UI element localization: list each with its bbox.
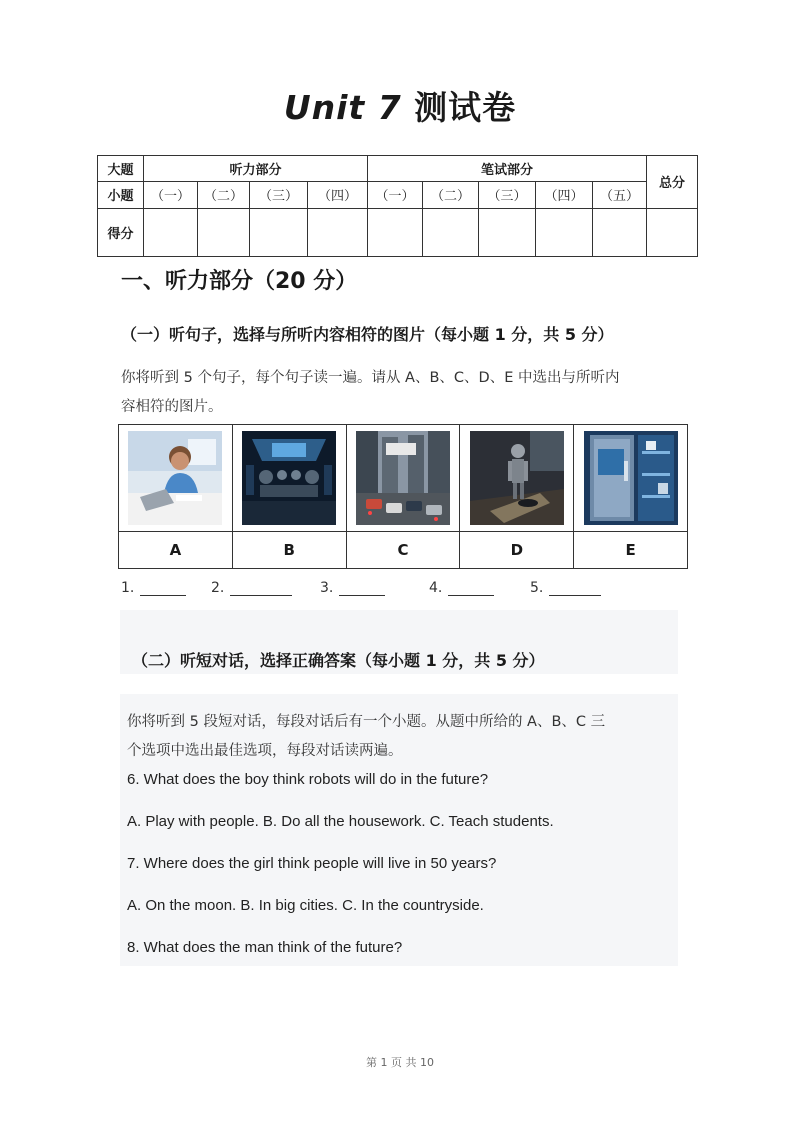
part1-instruction-line: 你将听到 5 个句子，每个句子读一遍。请从 A、B、C、D、E 中选出与所听内 — [121, 370, 620, 386]
answer-blank-5[interactable] — [530, 580, 601, 596]
boy-at-laptop-image — [128, 431, 222, 525]
writing-header: 笔试部分 — [368, 156, 647, 182]
blank-number: 2. — [211, 580, 225, 596]
score-cell[interactable] — [593, 208, 647, 257]
row-head-minor: 小题 — [98, 182, 144, 208]
row-head-major: 大题 — [98, 156, 144, 182]
writing-part: （二） — [423, 182, 479, 208]
city-traffic-image — [356, 431, 450, 525]
question-6-options: A. Play with people. B. Do all the housework. C. Teach students. — [127, 813, 554, 830]
part2-instruction — [127, 708, 675, 766]
listening-part: （二） — [198, 182, 250, 208]
question-8: 8. What does the man think of the future? — [127, 939, 403, 956]
picture-letter-d: D — [460, 532, 574, 569]
blank-number: 4. — [429, 580, 443, 596]
blank-number: 3. — [320, 580, 334, 596]
listening-part: （四） — [308, 182, 368, 208]
score-cell[interactable] — [423, 208, 479, 257]
part2-instruction-line: 你将听到 5 段短对话，每段对话后有一个小题。从题中所给的 A、B、C 三 — [127, 714, 606, 730]
score-cell[interactable] — [479, 208, 536, 257]
answer-blank-2[interactable] — [211, 580, 292, 596]
question-7: 7. Where does the girl think people will live in 50 years? — [127, 855, 497, 872]
score-cell[interactable] — [647, 208, 698, 257]
blank-number: 1. — [121, 580, 135, 596]
picture-cell-d[interactable] — [460, 425, 574, 532]
question-6: 6. What does the boy think robots will do in the future? — [127, 771, 489, 788]
picture-letter-c: C — [346, 532, 460, 569]
page-footer: 第 1 页 共 10 — [366, 1056, 434, 1069]
question-7-options: A. On the moon. B. In big cities. C. In the countryside. — [127, 897, 484, 914]
score-cell[interactable] — [250, 208, 308, 257]
part2-instruction-line: 个选项中选出最佳选项，每段对话读两遍。 — [127, 743, 403, 759]
listening-part: （三） — [250, 182, 308, 208]
picture-table — [118, 424, 688, 569]
row-head-score: 得分 — [98, 208, 144, 257]
score-cell[interactable] — [144, 208, 198, 257]
picture-letter-e: E — [574, 532, 688, 569]
title-test: 测试卷 — [414, 88, 517, 127]
page-title — [0, 82, 800, 129]
section-heading-listening: 一、听力部分（20 分） — [121, 269, 358, 294]
picture-cell-b[interactable] — [232, 425, 346, 532]
picture-letter-b: B — [232, 532, 346, 569]
answer-blank-1[interactable] — [121, 580, 186, 596]
answer-blank-4[interactable] — [429, 580, 494, 596]
blank-number: 5. — [530, 580, 544, 596]
listening-header: 听力部分 — [144, 156, 368, 182]
listening-part: （一） — [144, 182, 198, 208]
robot-vacuum-image — [470, 431, 564, 525]
score-cell[interactable] — [308, 208, 368, 257]
title-unit: Unit 7 — [283, 88, 402, 127]
answer-blank-3[interactable] — [320, 580, 385, 596]
score-cell[interactable] — [368, 208, 423, 257]
writing-part: （三） — [479, 182, 536, 208]
part2-heading: （二）听短对话，选择正确答案（每小题 1 分，共 5 分） — [132, 651, 545, 670]
total-header: 总分 — [647, 156, 698, 209]
writing-part: （四） — [536, 182, 593, 208]
part1-instruction-line: 容相符的图片。 — [121, 399, 223, 415]
part1-instruction — [121, 364, 681, 422]
spaceship-interior-image — [242, 431, 336, 525]
picture-letter-a: A — [119, 532, 233, 569]
smart-fridge-image — [584, 431, 678, 525]
picture-cell-c[interactable] — [346, 425, 460, 532]
writing-part: （五） — [593, 182, 647, 208]
score-cell[interactable] — [536, 208, 593, 257]
part1-heading: （一）听句子，选择与所听内容相符的图片（每小题 1 分，共 5 分） — [121, 325, 614, 344]
writing-part: （一） — [368, 182, 423, 208]
picture-cell-e[interactable] — [574, 425, 688, 532]
score-table — [97, 155, 698, 257]
picture-cell-a[interactable] — [119, 425, 233, 532]
score-cell[interactable] — [198, 208, 250, 257]
